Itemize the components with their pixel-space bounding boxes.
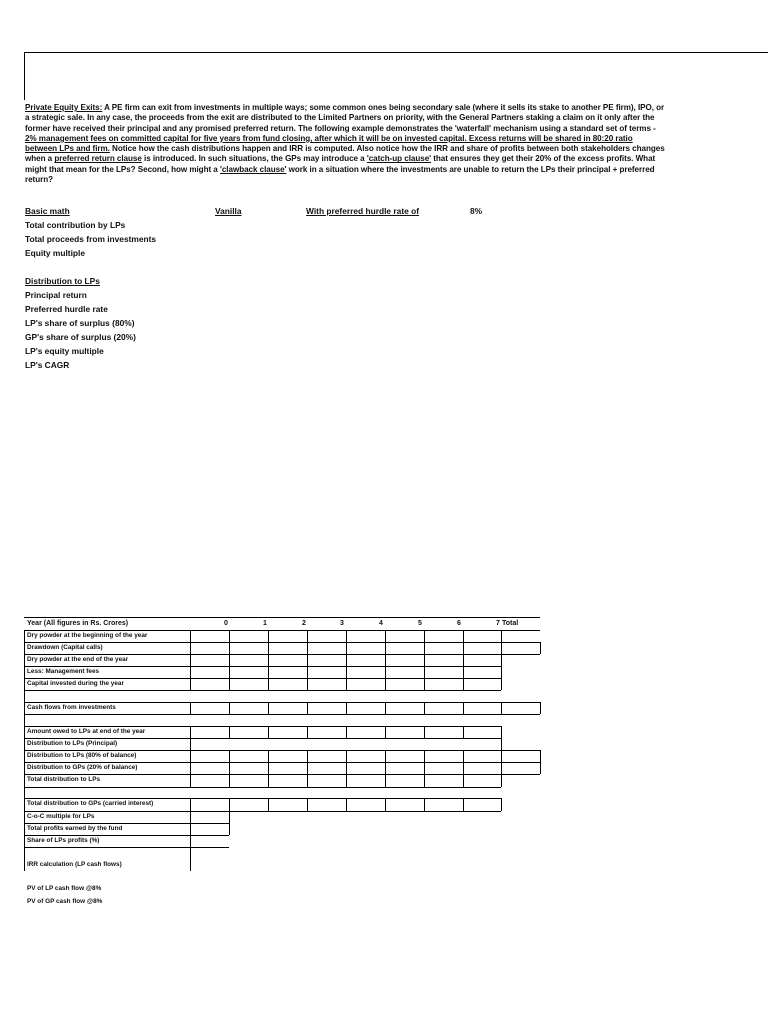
grid-col — [540, 702, 541, 714]
grid-line — [24, 823, 229, 824]
grid-col — [463, 726, 464, 738]
grid-col — [540, 642, 541, 654]
intro-heading: Private Equity Exits: — [25, 103, 103, 112]
basic-math-title: Basic math — [25, 206, 70, 216]
grid-col — [424, 630, 425, 690]
grid-line — [24, 811, 501, 812]
dist-row: Principal return — [25, 290, 87, 300]
grid-col — [346, 630, 347, 690]
grid-col — [501, 630, 502, 690]
grid-col — [463, 702, 464, 714]
intro-text-4: that ensures they get their 20% of the excess profits. What might that mean for the LPs? Second, how might a — [25, 154, 656, 174]
total-header: Total — [502, 620, 519, 627]
table-top-rule — [24, 617, 540, 618]
year-col-7: 7 — [496, 620, 500, 627]
year-col-3: 3 — [340, 620, 344, 627]
grid-line — [24, 726, 501, 727]
grid-col — [268, 630, 269, 690]
year-col-4: 4 — [379, 620, 383, 627]
year-col-2: 2 — [302, 620, 306, 627]
year-col-5: 5 — [418, 620, 422, 627]
row-label: Distribution to GPs (20% of balance) — [27, 764, 138, 771]
preferred-return-clause: preferred return clause — [54, 154, 142, 164]
grid-col — [385, 726, 386, 738]
dist-row: LP's equity multiple — [25, 346, 104, 356]
hurdle-rate-value: 8% — [470, 206, 483, 216]
grid-left-border — [24, 630, 25, 871]
grid-line — [24, 835, 229, 836]
grid-col — [229, 726, 230, 738]
grid-col — [307, 798, 308, 811]
grid-col — [501, 798, 502, 811]
row-label: PV of GP cash flow @8% — [27, 898, 103, 905]
intro-text-3: is introduced. In such situations, the GPs may introduce a — [141, 154, 367, 164]
grid-col — [190, 630, 191, 690]
grid-col — [346, 798, 347, 811]
row-label: Dry powder at the beginning of the year — [27, 632, 148, 639]
intro-text-2: Notice how the cash distributions happen and IRR is computed. Also notice how the IRR and share of profits between both stakeholders changes when a — [25, 144, 665, 164]
row-label: Distribution to LPs (Principal) — [27, 740, 118, 747]
row-label: Distribution to LPs (80% of balance) — [27, 752, 137, 759]
grid-line — [24, 787, 501, 788]
sheet-left-border — [24, 52, 25, 100]
intro-paragraph — [25, 103, 665, 185]
row-label: Amount owed to LPs at end of the year — [27, 728, 146, 735]
year-col-6: 6 — [457, 620, 461, 627]
row-label: Total distribution to GPs (carried interest) — [27, 800, 154, 807]
grid-col — [346, 726, 347, 738]
grid-col — [463, 750, 464, 787]
year-col-1: 1 — [263, 620, 267, 627]
grid-col — [307, 630, 308, 690]
row-label: Capital invested during the year — [27, 680, 124, 687]
intro-text-1: A PE firm can exit from investments in multiple ways; some common ones being secondary sale (where it sells its stake to another PE firm), IPO, or a strategic sale. In any case, the proceeds from the exit are distributed to the Limited Partners on priority, with the General Partners staking a claim on it only after the former have received their principal and any promised preferred return. The following example demonstrates the 'waterfall' mechanism using a standard set of terms - — [25, 103, 665, 133]
clawback-clause: 'clawback clause' — [219, 164, 287, 174]
dist-row: GP's share of surplus (20%) — [25, 332, 136, 342]
grid-col — [385, 750, 386, 787]
grid-col — [385, 798, 386, 811]
grid-col — [424, 798, 425, 811]
distribution-title: Distribution to LPs — [25, 276, 100, 286]
catch-up-clause: 'catch-up clause' — [366, 154, 432, 164]
vanilla-header: Vanilla — [215, 206, 242, 216]
grid-col — [346, 750, 347, 787]
basic-row: Total proceeds from investments — [25, 234, 157, 244]
grid-col — [229, 750, 230, 787]
grid-col — [268, 798, 269, 811]
grid-col — [463, 630, 464, 690]
year-col-0: 0 — [224, 620, 228, 627]
grid-col — [424, 726, 425, 738]
grid-line — [24, 666, 501, 667]
grid-col — [190, 726, 191, 787]
grid-line — [24, 847, 229, 848]
dist-row: Preferred hurdle rate — [25, 304, 108, 314]
grid-col — [190, 702, 191, 714]
basic-row: Total contribution by LPs — [25, 220, 126, 230]
year-header: Year (All figures in Rs. Crores) — [27, 620, 129, 627]
row-label: Less: Management fees — [27, 668, 100, 675]
row-label: Drawdown (Capital calls) — [27, 644, 103, 651]
dist-row: LP's share of surplus (80%) — [25, 318, 135, 328]
row-label: Share of LPs profits (%) — [27, 837, 100, 844]
grid-col — [346, 702, 347, 714]
grid-col — [268, 702, 269, 714]
hurdle-header: With preferred hurdle rate of — [306, 206, 420, 216]
grid-col — [540, 750, 541, 774]
grid-col — [268, 726, 269, 738]
grid-col — [229, 798, 230, 835]
grid-col — [463, 798, 464, 811]
row-label: Dry powder at the end of the year — [27, 656, 129, 663]
row-label: Total distribution to LPs — [27, 776, 101, 783]
grid-col — [229, 630, 230, 690]
grid-col — [307, 702, 308, 714]
intro-text-5: work in a situation where the investments are unable to return the LPs their principal + preferred return? — [25, 164, 655, 185]
grid-col — [385, 630, 386, 690]
grid-col — [501, 702, 502, 714]
grid-col — [190, 798, 191, 871]
grid-col — [501, 726, 502, 787]
grid-line — [24, 714, 540, 715]
grid-line — [24, 798, 501, 799]
grid-col — [385, 702, 386, 714]
grid-line — [24, 678, 501, 679]
dist-row: LP's CAGR — [25, 360, 70, 370]
row-label: C-o-C multiple for LPs — [27, 813, 95, 820]
grid-col — [307, 750, 308, 787]
row-label: Cash flows from investments — [27, 704, 116, 711]
intro-terms: 2% management fees on committed capital for five years from fund closing, after which it will be on invested capital. Excess returns will be shared in 80:20 ratio between LPs and firm. — [25, 133, 633, 154]
grid-line — [24, 738, 501, 739]
row-label: PV of LP cash flow @8% — [27, 885, 102, 892]
grid-col — [268, 750, 269, 787]
grid-col — [424, 702, 425, 714]
grid-col — [307, 726, 308, 738]
row-label: Total profits earned by the fund — [27, 825, 123, 832]
grid-col — [424, 750, 425, 787]
sheet-top-border — [24, 52, 768, 53]
grid-col — [229, 702, 230, 714]
grid-line — [24, 690, 501, 691]
basic-row: Equity multiple — [25, 248, 86, 258]
row-label: IRR calculation (LP cash flows) — [27, 861, 122, 868]
